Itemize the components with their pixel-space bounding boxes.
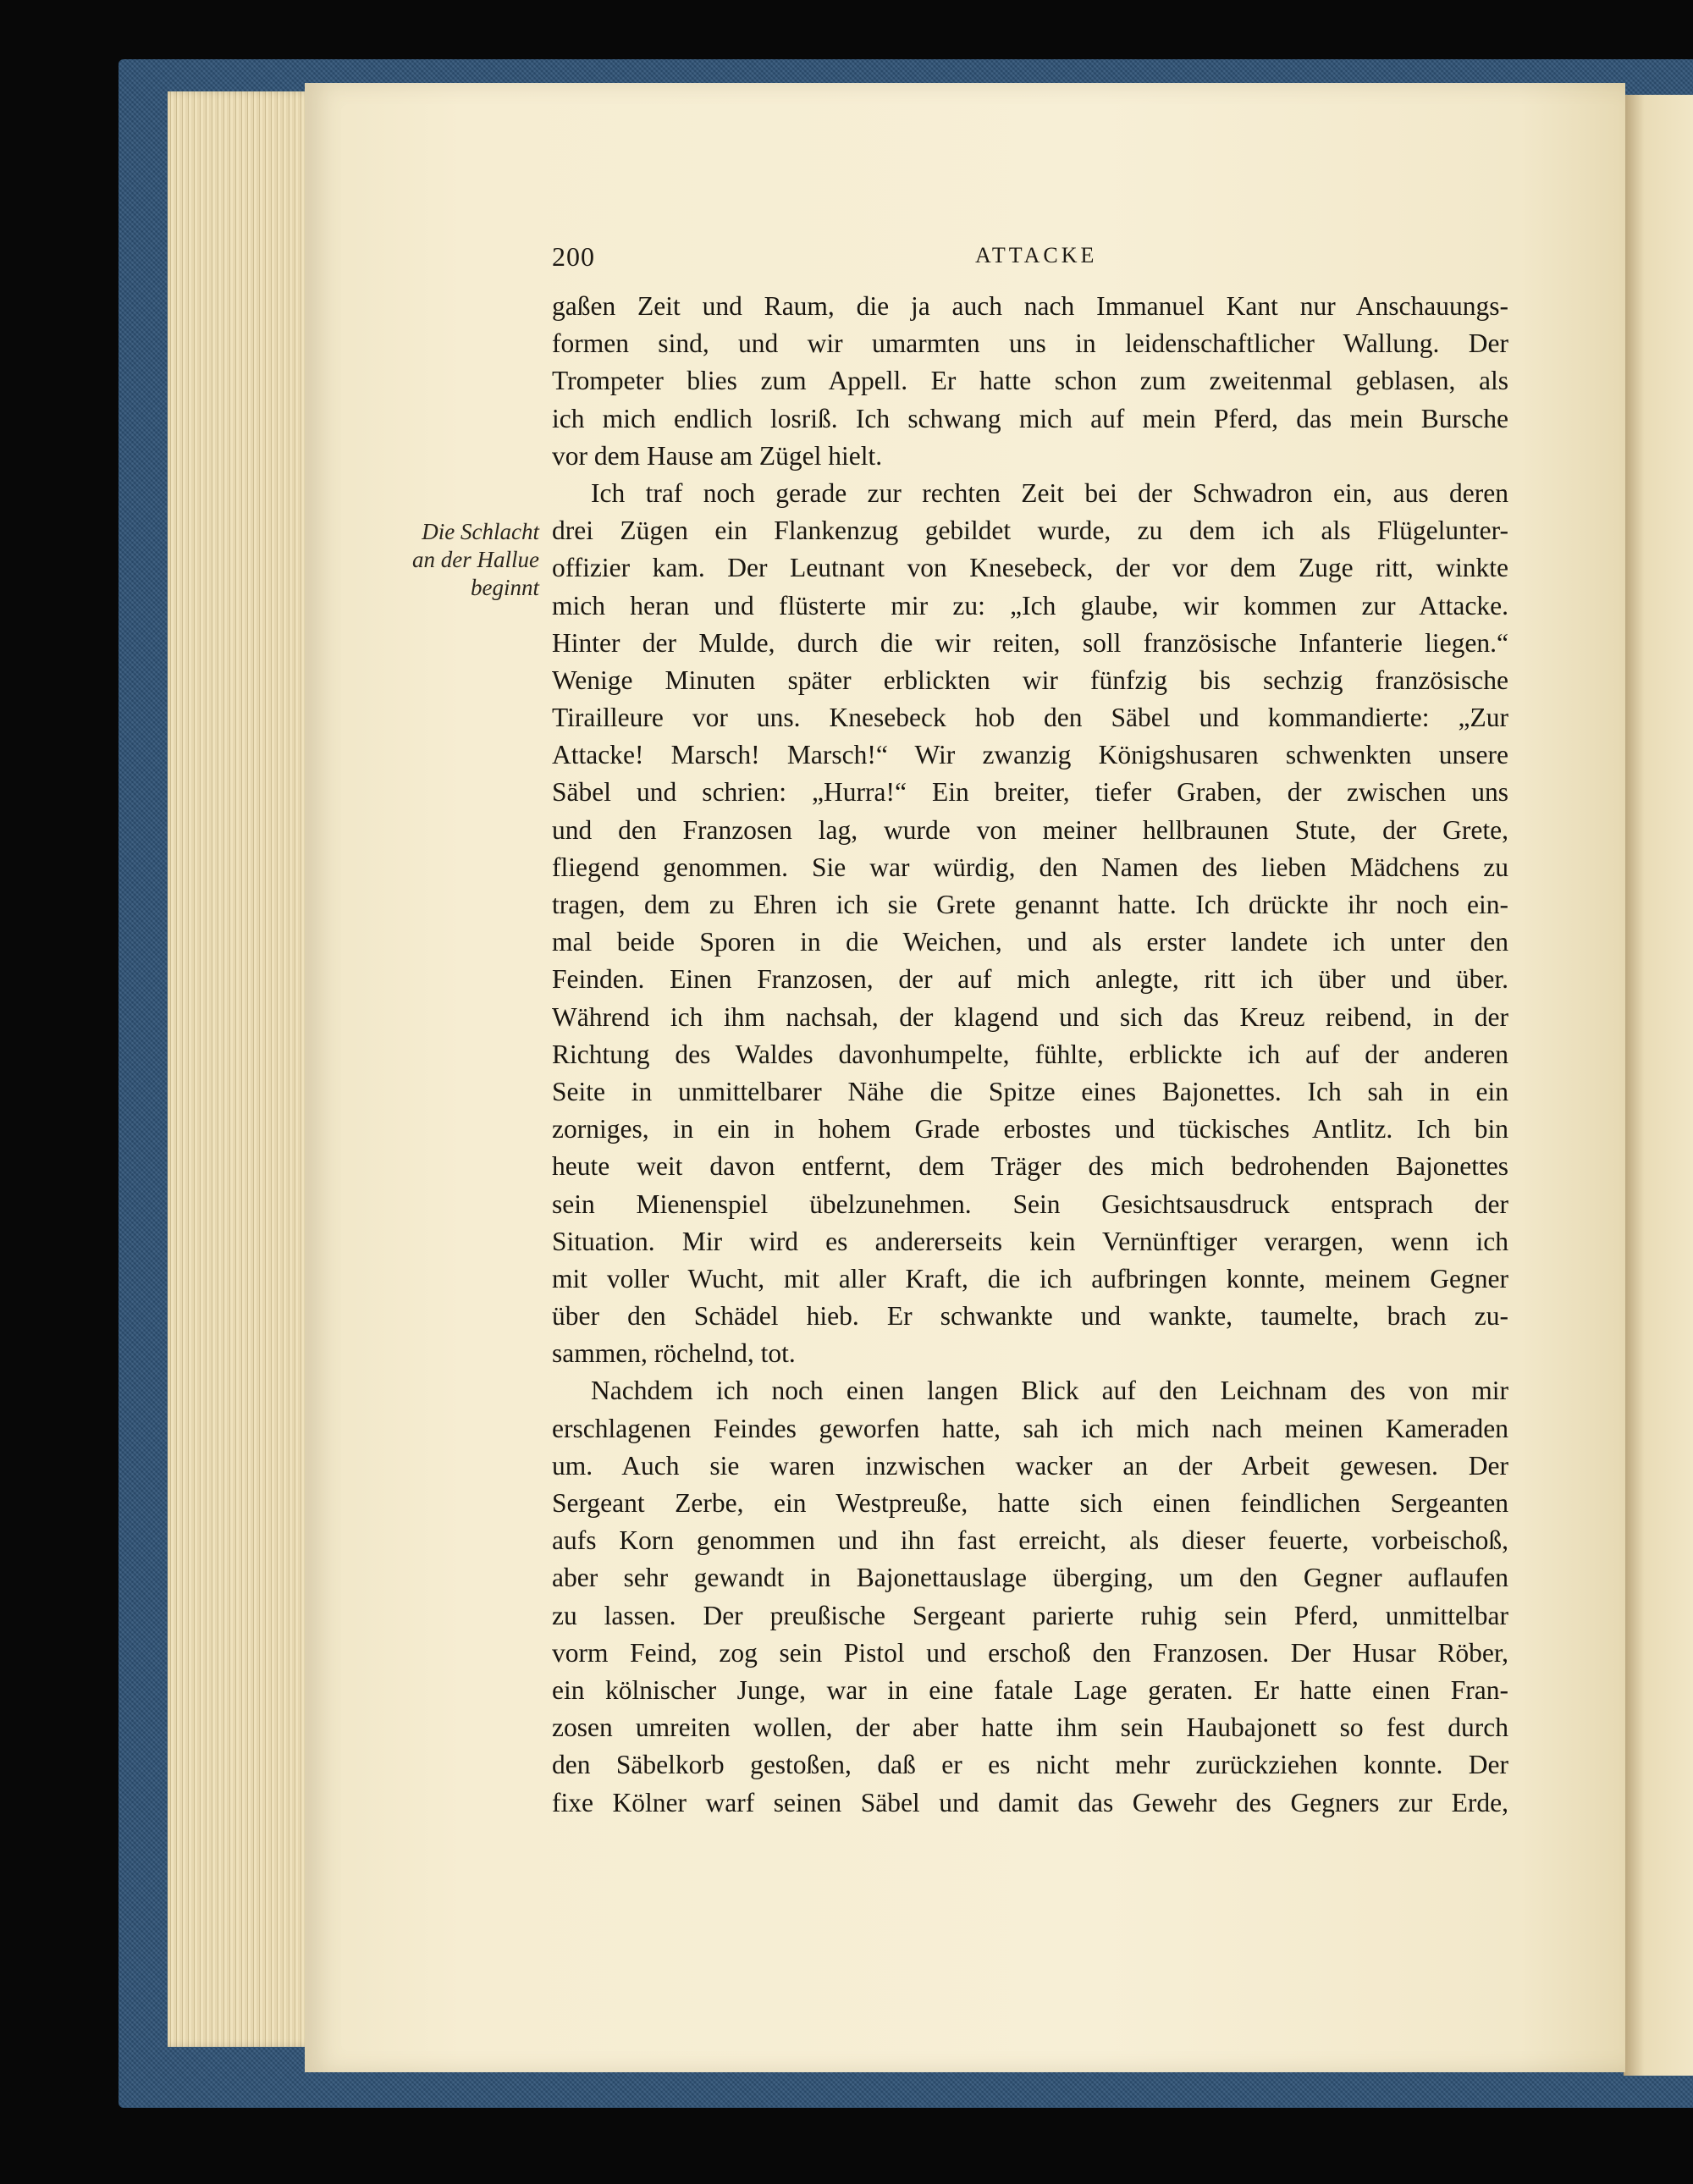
page-edges xyxy=(168,91,316,2047)
text-line: mich heran und flüsterte mir zu: „Ich glaube, wir kommen zur Attacke. xyxy=(552,590,1508,620)
text-line: gaßen Zeit und Raum, die ja auch nach Immanuel Kant nur Anschauungs- xyxy=(552,291,1508,321)
text-line: den Säbelkorb gestoßen, daß er es nicht mehr zurückziehen konnte. Der xyxy=(552,1750,1508,1780)
text-line: fliegend genommen. Sie war würdig, den Namen des lieben Mädchens zu xyxy=(552,852,1508,882)
marginal-note-line: Die Schlacht xyxy=(422,519,539,544)
marginal-note-line: an der Hallue xyxy=(412,547,539,572)
text-line: Säbel und schrien: „Hurra!“ Ein breiter, tiefer Graben, der zwischen uns xyxy=(552,777,1508,808)
text-line: erschlagenen Feindes geworfen hatte, sah ich mich nach meinen Kameraden xyxy=(552,1413,1508,1443)
text-line: aufs Korn genommen und ihn fast erreicht, als dieser feuerte, vorbeischoß, xyxy=(552,1525,1508,1556)
text-line: Hinter der Mulde, durch die wir reiten, soll französische Infanterie liegen.“ xyxy=(552,627,1508,658)
text-line: zosen umreiten wollen, der aber hatte ihm sein Haubajonett so fest durch xyxy=(552,1712,1508,1743)
text-line: Richtung des Waldes davonhumpelte, fühlte, erblickte ich auf der anderen xyxy=(552,1039,1508,1069)
facing-page-edge xyxy=(1624,95,1693,2076)
text-line: fixe Kölner warf seinen Säbel und damit das Gewehr des Gegners zur Erde, xyxy=(552,1787,1508,1817)
text-line: drei Zügen ein Flankenzug gebildet wurde, zu dem ich als Flügelunter- xyxy=(552,516,1508,546)
text-line: zu lassen. Der preußische Sergeant parierte ruhig sein Pferd, unmittelbar xyxy=(552,1600,1508,1630)
text-line: aber sehr gewandt in Bajonettauslage überging, um den Gegner auflaufen xyxy=(552,1563,1508,1593)
text-line: Wenige Minuten später erblickten wir fünfzig bis sechzig französische xyxy=(552,665,1508,695)
text-line: formen sind, und wir umarmten uns in leidenschaftlicher Wallung. Der xyxy=(552,328,1508,359)
text-line: über den Schädel hieb. Er schwankte und wankte, taumelte, brach zu- xyxy=(552,1301,1508,1332)
text-line: ein kölnischer Junge, war in eine fatale Lage geraten. Er hatte einen Fran- xyxy=(552,1674,1508,1705)
marginal-note xyxy=(370,518,539,602)
body-text xyxy=(552,288,1508,1822)
text-line: und den Franzosen lag, wurde von meiner hellbraunen Stute, der Grete, xyxy=(552,814,1508,845)
text-line: Seite in unmittelbarer Nähe die Spitze eines Bajonettes. Ich sah in ein xyxy=(552,1076,1508,1106)
text-line: sammen, röchelnd, tot. xyxy=(552,1338,796,1369)
text-line: Ich traf noch gerade zur rechten Zeit bei der Schwadron ein, aus deren xyxy=(591,477,1508,508)
text-line: Attacke! Marsch! Marsch!“ Wir zwanzig Königshusaren schwenkten unsere xyxy=(552,740,1508,770)
text-line: vorm Feind, zog sein Pistol und erschoß den Franzosen. Der Husar Röber, xyxy=(552,1637,1508,1668)
text-line: Trompeter blies zum Appell. Er hatte schon zum zweitenmal geblasen, als xyxy=(552,366,1508,396)
text-line: mit voller Wucht, mit aller Kraft, die ich aufbringen konnte, meinem Gegner xyxy=(552,1263,1508,1293)
text-line: Feinden. Einen Franzosen, der auf mich anlegte, ritt ich über und über. xyxy=(552,964,1508,995)
text-line: Tirailleure vor uns. Knesebeck hob den Säbel und kommandierte: „Zur xyxy=(552,703,1508,733)
page-header xyxy=(552,241,1508,275)
text-line: um. Auch sie waren inzwischen wacker an der Arbeit gewesen. Der xyxy=(552,1450,1508,1481)
text-line: heute weit davon entfernt, dem Träger des mich bedrohenden Bajonettes xyxy=(552,1151,1508,1182)
page-number: 200 xyxy=(552,241,595,272)
text-line: Sergeant Zerbe, ein Westpreuße, hatte sich einen feindlichen Sergeanten xyxy=(552,1488,1508,1518)
text-line: sein Mienenspiel übelzunehmen. Sein Gesichtsausdruck entsprach der xyxy=(552,1189,1508,1219)
text-line: Während ich ihm nachsah, der klagend und sich das Kreuz reibend, in der xyxy=(552,1001,1508,1032)
text-line: Nachdem ich noch einen langen Blick auf den Leichnam des von mir xyxy=(591,1376,1508,1406)
running-title: ATTACKE xyxy=(975,243,1098,267)
text-line: vor dem Hause am Zügel hielt. xyxy=(552,440,883,471)
text-line: Situation. Mir wird es andererseits kein Vernünftiger verargen, wenn ich xyxy=(552,1226,1508,1256)
text-line: offizier kam. Der Leutnant von Knesebeck, der vor dem Zuge ritt, winkte xyxy=(552,553,1508,583)
text-line: tragen, dem zu Ehren ich sie Grete genannt hatte. Ich drückte ihr noch ein- xyxy=(552,890,1508,919)
text-line: ich mich endlich losriß. Ich schwang mich auf mein Pferd, das mein Bursche xyxy=(552,403,1508,433)
text-line: zorniges, in ein in hohem Grade erbostes und tückisches Antlitz. Ich bin xyxy=(552,1114,1508,1144)
text-line: mal beide Sporen in die Weichen, und als erster landete ich unter den xyxy=(552,927,1508,957)
marginal-note-line: beginnt xyxy=(471,575,539,600)
